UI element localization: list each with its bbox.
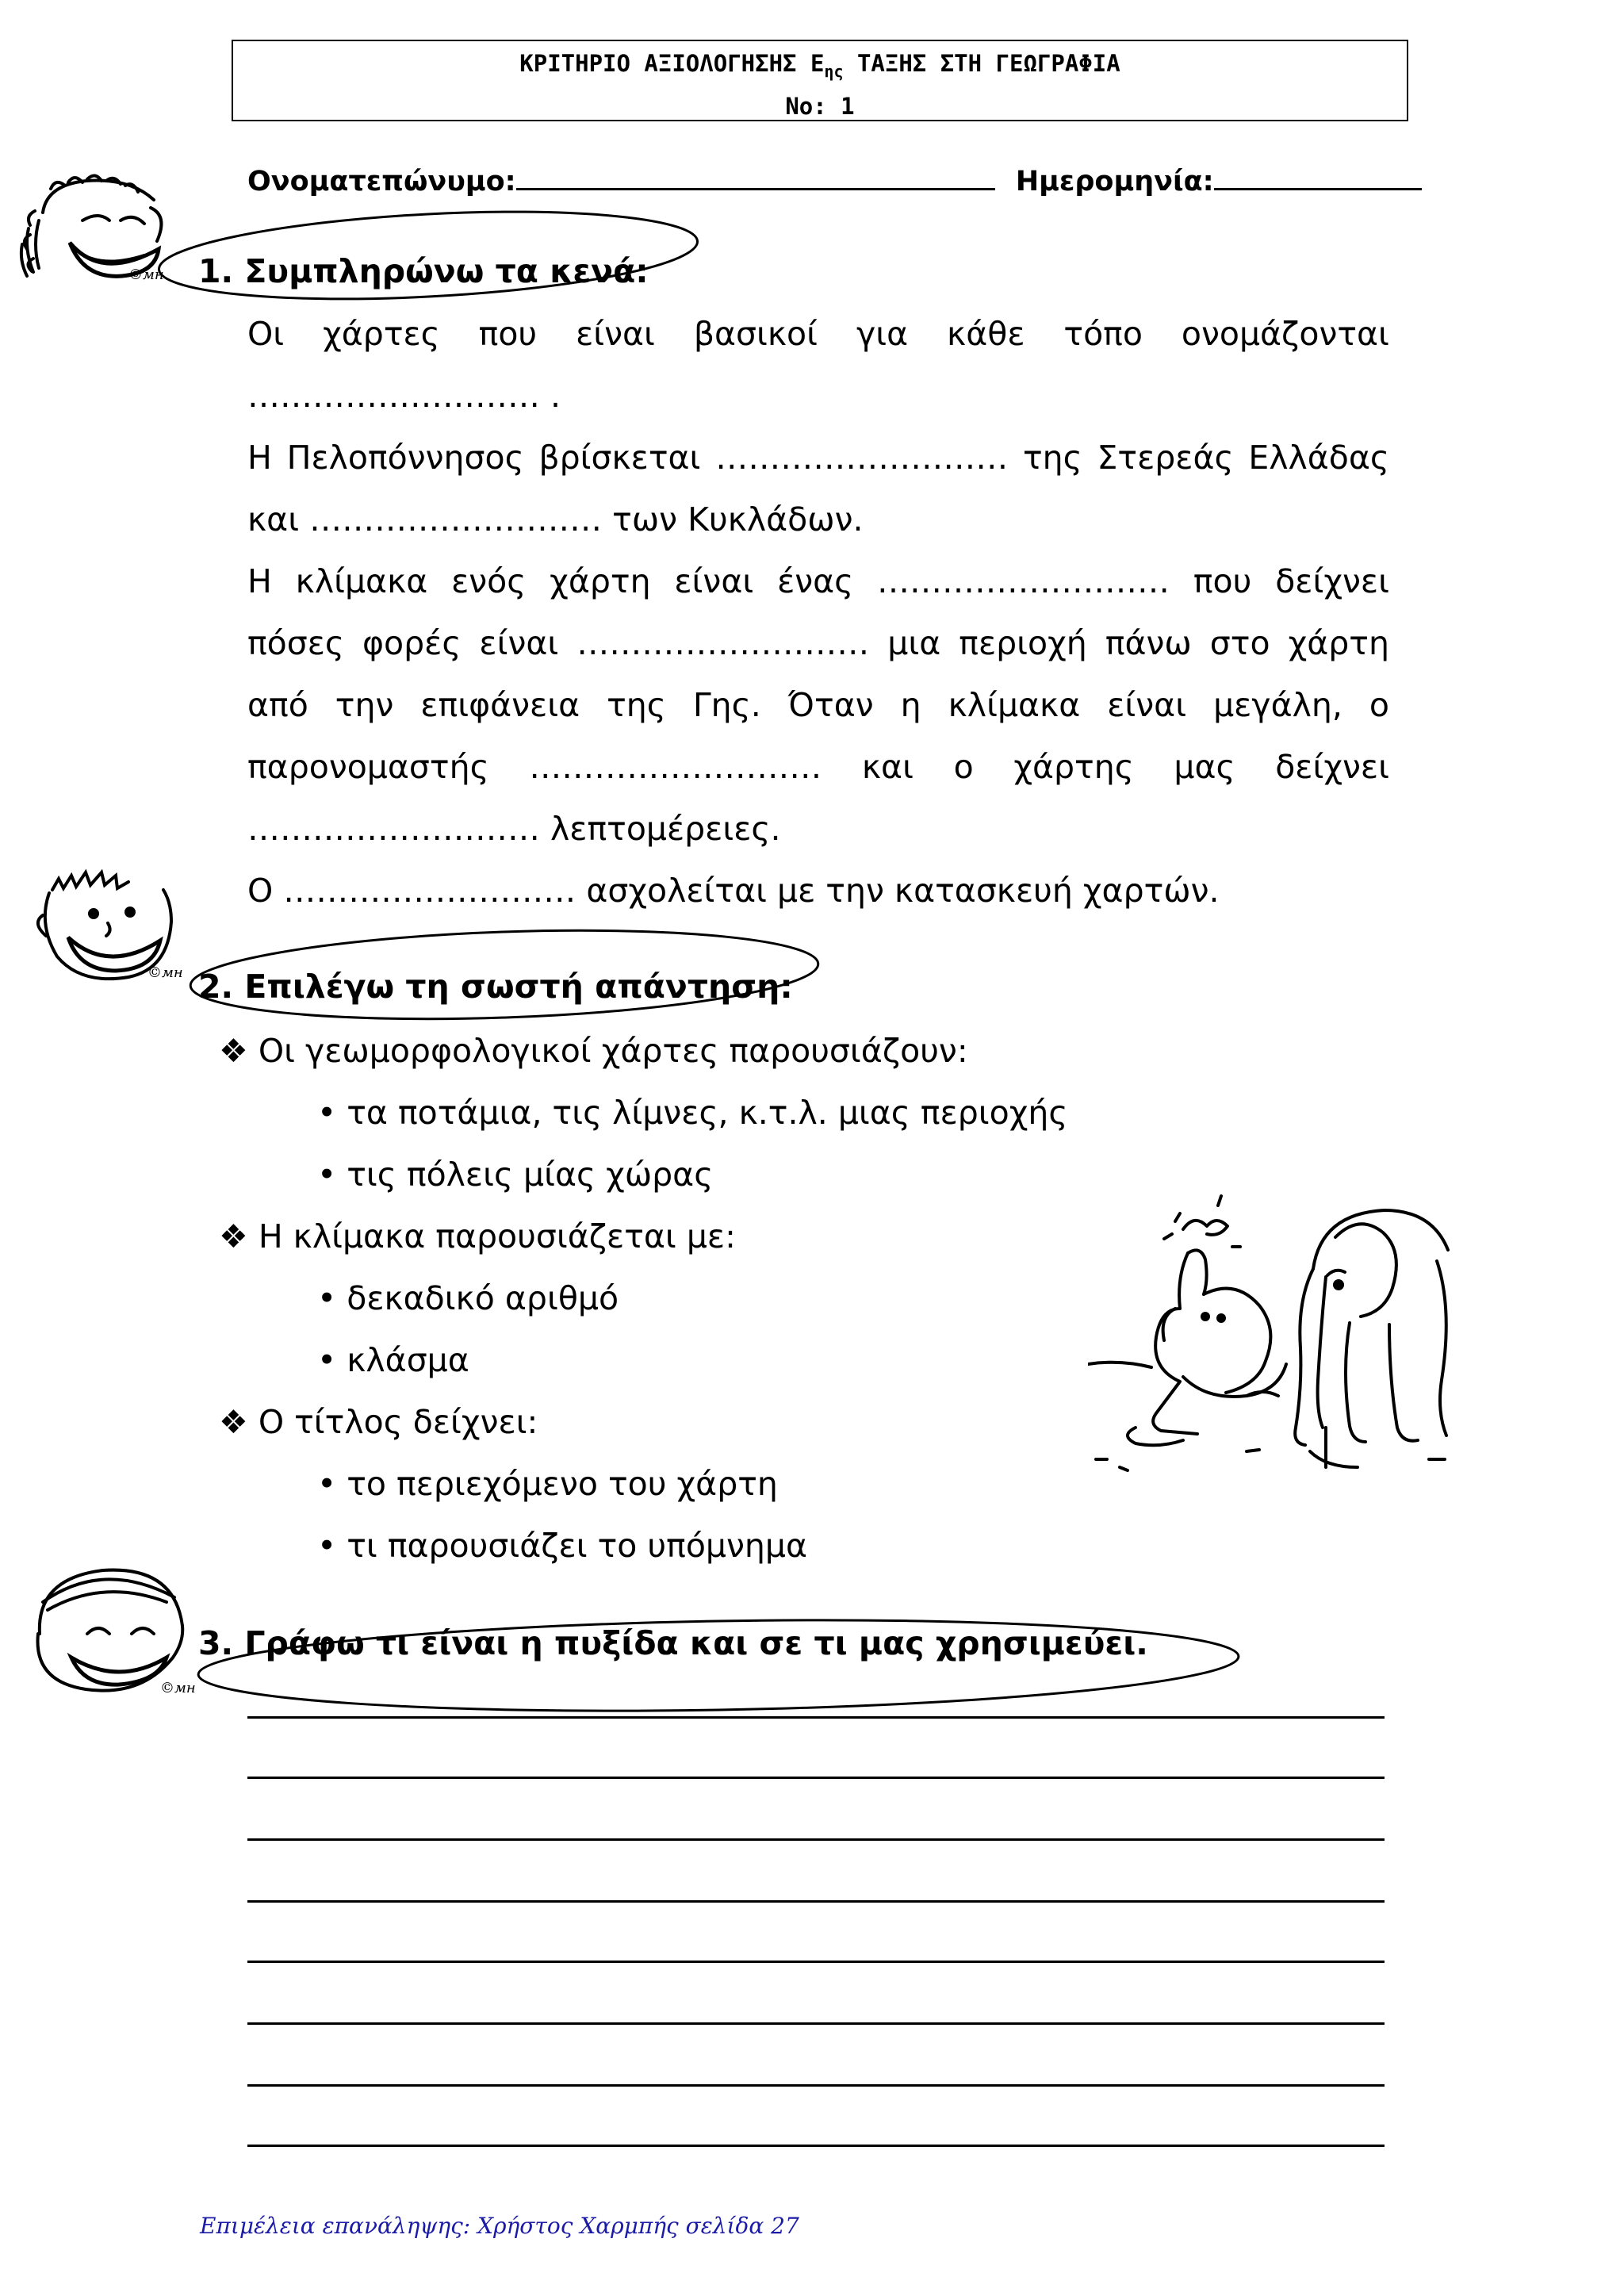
- q1-line-8: παρονομαστής ……………………… και ο χάρτης μας δείχνει: [247, 748, 1389, 786]
- diamond-bullet-icon: ❖: [219, 1217, 248, 1255]
- q2-option[interactable]: • δεκαδικό αριθμό: [317, 1279, 619, 1317]
- answer-line[interactable]: [247, 1900, 1385, 1903]
- answer-line[interactable]: [247, 2022, 1385, 2025]
- q1-title: 1. Συμπληρώνω τα κενά:: [198, 252, 649, 290]
- header-box: [232, 40, 1408, 121]
- answer-line[interactable]: [247, 1838, 1385, 1841]
- q1-line-2: ……………………… .: [247, 377, 561, 415]
- svg-text:©мн: ©мн: [147, 964, 183, 981]
- test-number: Νο: 1: [785, 92, 855, 120]
- answer-line[interactable]: [247, 1777, 1385, 1779]
- q1-line-10: Ο ……………………… ασχολείται με την κατασκευή χαρτών.: [247, 872, 1220, 910]
- q2-option[interactable]: • τις πόλεις μίας χώρας: [317, 1156, 714, 1194]
- q1-line-1: Οι χάρτες που είναι βασικοί για κάθε τόπο ονομάζονται: [247, 315, 1389, 353]
- q2-prompt-3: ❖ Ο τίτλος δείχνει:: [219, 1403, 538, 1441]
- boy-face-icon: [29, 858, 187, 985]
- diamond-bullet-icon: ❖: [219, 1032, 248, 1070]
- diamond-bullet-icon: ❖: [219, 1403, 248, 1441]
- q2-title: 2. Επιλέγω τη σωστή απάντηση:: [198, 968, 793, 1006]
- q2-option[interactable]: • κλάσμα: [317, 1341, 469, 1379]
- svg-text:©мн: ©мн: [128, 266, 164, 283]
- elephants-icon: [1088, 1190, 1453, 1499]
- q2-prompt-1: ❖ Οι γεωμορφολογικοί χάρτες παρουσιάζουν:: [219, 1032, 968, 1070]
- answer-line[interactable]: [247, 1961, 1385, 1963]
- q2-option[interactable]: • το περιεχόμενο του χάρτη: [317, 1465, 778, 1503]
- q2-option[interactable]: • τα ποτάμια, τις λίμνες, κ.τ.λ. μιας περιοχής: [317, 1094, 1068, 1132]
- name-field[interactable]: [516, 164, 995, 190]
- answer-line[interactable]: [247, 1716, 1385, 1719]
- q1-line-3: Η Πελοπόννησος βρίσκεται ……………………… της Στερεάς Ελλάδας: [247, 439, 1389, 477]
- dot-bullet-icon: •: [317, 1465, 337, 1503]
- q1-body: [247, 303, 1389, 922]
- girl-face-icon: [24, 1554, 206, 1697]
- page-footer: Επιμέλεια επανάληψης: Χρήστος Χαρμπής σελίδα 27: [200, 2213, 799, 2239]
- q1-line-4: και ……………………… των Κυκλάδων.: [247, 500, 864, 539]
- dot-bullet-icon: •: [317, 1341, 337, 1379]
- dot-bullet-icon: •: [317, 1279, 337, 1317]
- q2-body: [219, 1020, 1067, 1577]
- dot-bullet-icon: •: [317, 1156, 337, 1194]
- student-info-row: [247, 164, 1389, 197]
- q3-title: 3. Γράφω τι είναι η πυξίδα και σε τι μας χρησιμεύει.: [198, 1624, 1148, 1662]
- answer-line[interactable]: [247, 2145, 1385, 2147]
- dot-bullet-icon: •: [317, 1094, 337, 1132]
- svg-text:©мн: ©мн: [160, 1680, 196, 1696]
- name-label: Ονοματεπώνυμο:: [247, 166, 516, 197]
- answer-line[interactable]: [247, 2084, 1385, 2087]
- q1-line-9: ……………………… λεπτομέρειες.: [247, 810, 781, 848]
- page-title: ΚΡΙΤΗΡΙΟ ΑΞΙΟΛΟΓΗΣΗΣ $E_{\eta\varsigma}$ ΤΑΞΗΣ ΣΤΗ ΓΕΩΓΡΑΦΙΑ: [519, 50, 1120, 81]
- q1-line-5: Η κλίμακα ενός χάρτη είναι ένας ……………………… που δείχνει: [247, 562, 1389, 600]
- date-label: Ημερομηνία:: [1015, 166, 1214, 197]
- q1-line-6: πόσες φορές είναι ……………………… μια περιοχή πάνω στο χάρτη: [247, 624, 1389, 662]
- q2-prompt-2: ❖ Η κλίμακα παρουσιάζεται με:: [219, 1217, 736, 1255]
- q2-option[interactable]: • τι παρουσιάζει το υπόμνημα: [317, 1527, 808, 1565]
- dot-bullet-icon: •: [317, 1527, 337, 1565]
- date-field[interactable]: [1214, 164, 1422, 190]
- q1-line-7: από την επιφάνεια της Γης. Όταν η κλίμακα είναι μεγάλη, ο: [247, 686, 1389, 724]
